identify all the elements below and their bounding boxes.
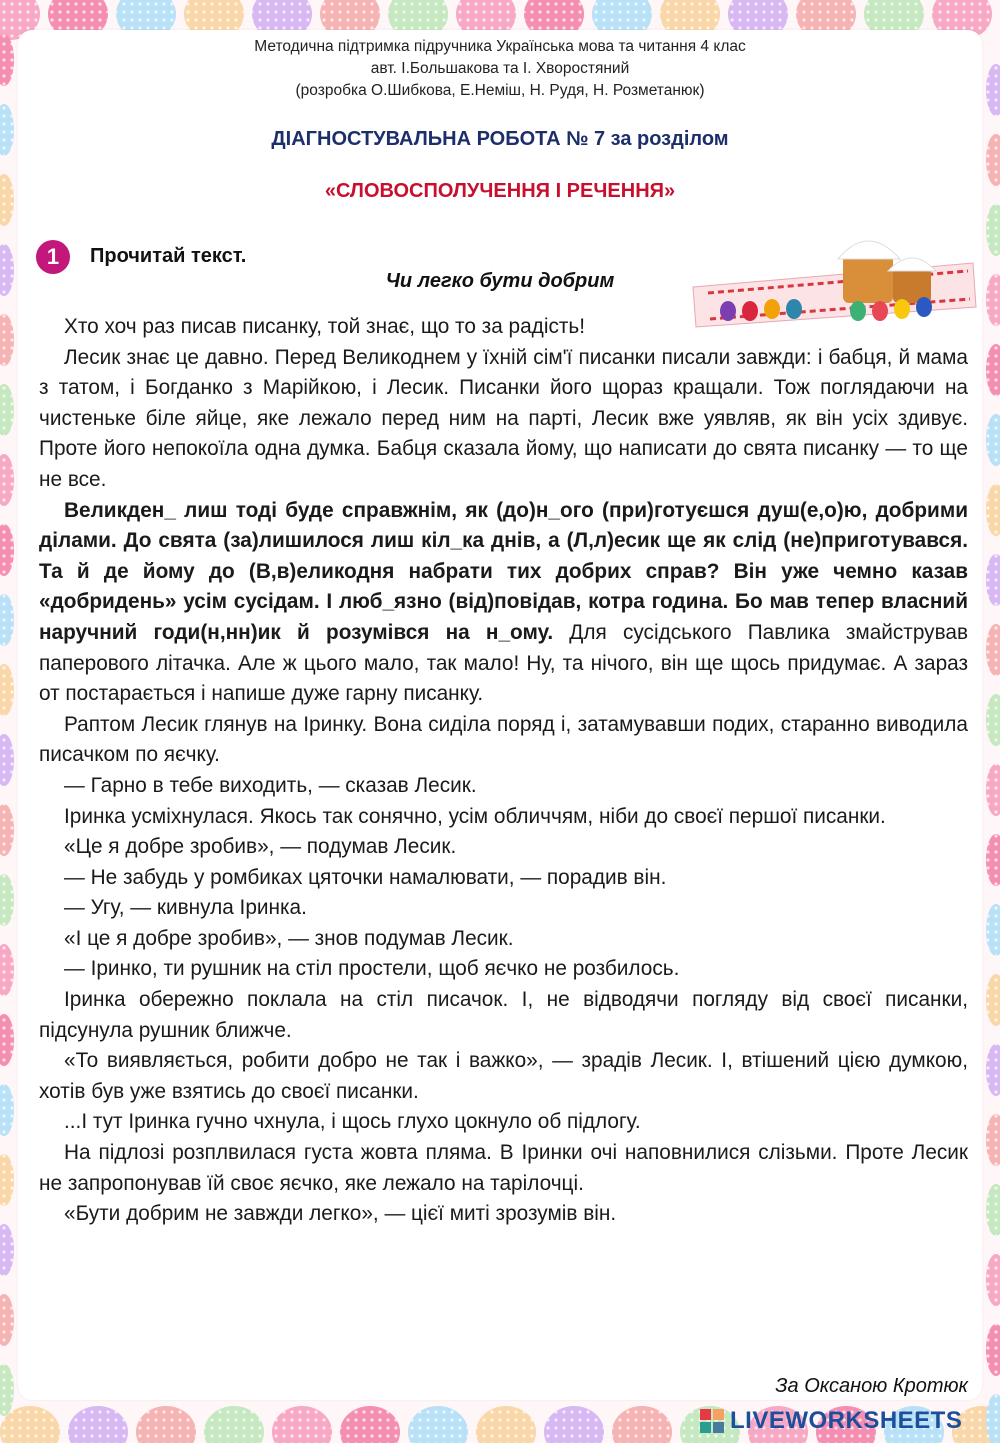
page-title: ДІАГНОСТУВАЛЬНА РОБОТА № 7 за розділом (271, 128, 729, 150)
decorative-egg-pattern (986, 1254, 1000, 1306)
decorative-egg-pattern (0, 594, 14, 646)
decorative-egg-pattern (986, 764, 1000, 816)
liveworksheets-logo[interactable] (700, 1406, 962, 1436)
paragraph: «І це я добре зробив», — знов подумав Лесик. (64, 926, 514, 950)
paragraph: — Не забудь у ромбиках цяточки намалювати, — порадив він. (64, 865, 667, 889)
decorative-egg-pattern (0, 174, 14, 226)
exercise-bold-text: Великден_ лиш тоді буде справжнім, як (до)н_ого (при)готуєшся душ(е,о)ю, добрими ділами. До свята (за)лишилося лиш кіл_ка днів, а (Л,л)есик ще як слід (не)приготувався. Та й де йому до (В,в)еликодня набрати тих добрих справ? Він уже чемно казав «добридень» усім сусідам. І люб_язно (від)повідав, котра година. Бо мав тепер власний наручний годи(н,нн)ик й розумівся на н_ому. (39, 498, 968, 644)
decorative-egg-pattern (986, 1044, 1000, 1096)
decorative-egg-pattern (986, 694, 1000, 746)
decorative-egg-pattern (0, 454, 14, 506)
decorative-egg-pattern (986, 274, 1000, 326)
paragraph: Хто хоч раз писав писанку, той знає, що то за радість! (64, 315, 585, 338)
decorative-egg-pattern (986, 834, 1000, 886)
decorative-egg-pattern (0, 1364, 14, 1416)
decorative-egg-pattern (0, 1014, 14, 1066)
decorative-egg-pattern (408, 1406, 468, 1443)
decorative-egg-pattern (0, 874, 14, 926)
decorative-egg-pattern (0, 1084, 14, 1136)
decorative-egg-pattern (544, 1406, 604, 1443)
decorative-egg-pattern (68, 1406, 128, 1443)
paragraph: — Гарно в тебе виходить, — сказав Лесик. (64, 773, 477, 797)
paragraph: На підлозі розплвилася густа жовта пляма. В Іринки очі наповнилися слізьми. Проте Лесик не запропонував їй своє яєчко, яке лежало на тарілочці. (39, 1141, 968, 1195)
paragraph: Іринка усміхнулася. Якось так сонячно, усім обличчям, ніби до своєї першої писанки. (64, 804, 886, 828)
decorative-egg-pattern (986, 904, 1000, 956)
decorative-egg-pattern (0, 384, 14, 436)
decorative-egg-pattern (986, 64, 1000, 116)
decorative-egg-pattern (0, 944, 14, 996)
section-title: «СЛОВОСПОЛУЧЕННЯ І РЕЧЕННЯ» (324, 180, 676, 202)
paragraph: «То виявляється, робити добро не так і важко», — зрадів Лесик. І, втішений цією думкою, хотів був уже взятись до своєї писанки. (39, 1049, 968, 1103)
decorative-egg-pattern (986, 134, 1000, 186)
decorative-egg-pattern (986, 554, 1000, 606)
decorative-egg-pattern (986, 974, 1000, 1026)
decorative-egg-pattern (340, 1406, 400, 1443)
decorative-egg-pattern (136, 1406, 196, 1443)
decorative-egg-pattern (986, 204, 1000, 256)
header-line-3: (розробка О.Шибкова, Е.Неміш, Н. Рудя, Н. Розметанюк) (295, 82, 705, 99)
decorative-egg-pattern (0, 244, 14, 296)
decorative-egg-pattern (0, 1224, 14, 1276)
decorative-egg-pattern (0, 104, 14, 156)
paragraph-with-exercise (39, 496, 968, 710)
decorative-egg-pattern (476, 1406, 536, 1443)
logo-icon (700, 1409, 724, 1433)
header (18, 36, 982, 102)
decorative-egg-pattern (986, 414, 1000, 466)
task-number-badge: 1 (36, 240, 70, 274)
decorative-egg-pattern (0, 1294, 14, 1346)
story-title: Чи легко бути добрим (385, 270, 615, 292)
decorative-egg-pattern (986, 1394, 1000, 1443)
decorative-egg-pattern (986, 1324, 1000, 1376)
decorative-egg-pattern (986, 344, 1000, 396)
decorative-egg-pattern (986, 484, 1000, 536)
paragraph: Іринка обережно поклала на стіл писачок. І, не відводячи погляду від своєї писанки, підсунула рушник ближче. (39, 988, 968, 1042)
decorative-egg-pattern (272, 1406, 332, 1443)
decorative-egg-pattern (0, 1154, 14, 1206)
logo-text: LIVEWORKSHEETS (730, 1407, 963, 1434)
decorative-egg-pattern (0, 314, 14, 366)
paragraph: — Іринко, ти рушник на стіл простели, щоб яєчко не розбилось. (64, 957, 680, 981)
decorative-egg-pattern (0, 804, 14, 856)
decorative-egg-pattern (0, 664, 14, 716)
paragraph: ...І тут Іринка гучно чхнула, і щось глухо цокнуло об підлогу. (64, 1110, 641, 1134)
paragraph-continuation: Для сусідського Павлика змайстрував паперового літачка. Але ж цього мало, так мало! Ну, та нічого, він ще щось придумає. А зараз от постарається і напише дуже гарну писанку. (39, 620, 968, 706)
decorative-egg-pattern (0, 524, 14, 576)
decorative-egg-pattern (0, 34, 14, 86)
decorative-egg-pattern (0, 734, 14, 786)
paragraph: Лесик знає це давно. Перед Великоднем у їхній сім'ї писанки писали завжди: і бабця, й мама з татом, і Богданко з Марійкою, і Лесик. Писанки його щораз кращали. Тож поглядаючи на чистеньке біле яйце, яке лежало перед ним на парті, Лесик вже уявляв, як він усіх здивує. Проте його непокоїла одна думка. Бабця сказала йому, що написати до свята писанку — то ще не все. (39, 345, 968, 491)
decorative-egg-pattern (986, 624, 1000, 676)
paragraph: Раптом Лесик глянув на Іринку. Вона сиділа поряд і, затамувавши подих, старанно виводила писачком по яєчку. (39, 712, 968, 767)
worksheet-page (18, 30, 982, 1400)
header-line-2: авт. І.Большакова та І. Хворостяний (370, 60, 630, 77)
story-text (39, 312, 968, 1230)
decorative-egg-pattern (986, 1184, 1000, 1236)
decorative-egg-pattern (612, 1406, 672, 1443)
paragraph: «Це я добре зробив», — подумав Лесик. (64, 835, 457, 859)
task-instruction: Прочитай текст. (90, 245, 247, 267)
author-credit: За Оксаною Кротюк (775, 1375, 968, 1397)
decorative-egg-pattern (986, 1114, 1000, 1166)
decorative-egg-pattern (204, 1406, 264, 1443)
header-line-1: Методична підтримка підручника Українська мова та читання 4 клас (254, 38, 746, 55)
paragraph: «Бути добрим не завжди легко», — цієї миті зрозумів він. (64, 1202, 617, 1226)
paragraph: — Угу, — кивнула Іринка. (64, 896, 307, 920)
